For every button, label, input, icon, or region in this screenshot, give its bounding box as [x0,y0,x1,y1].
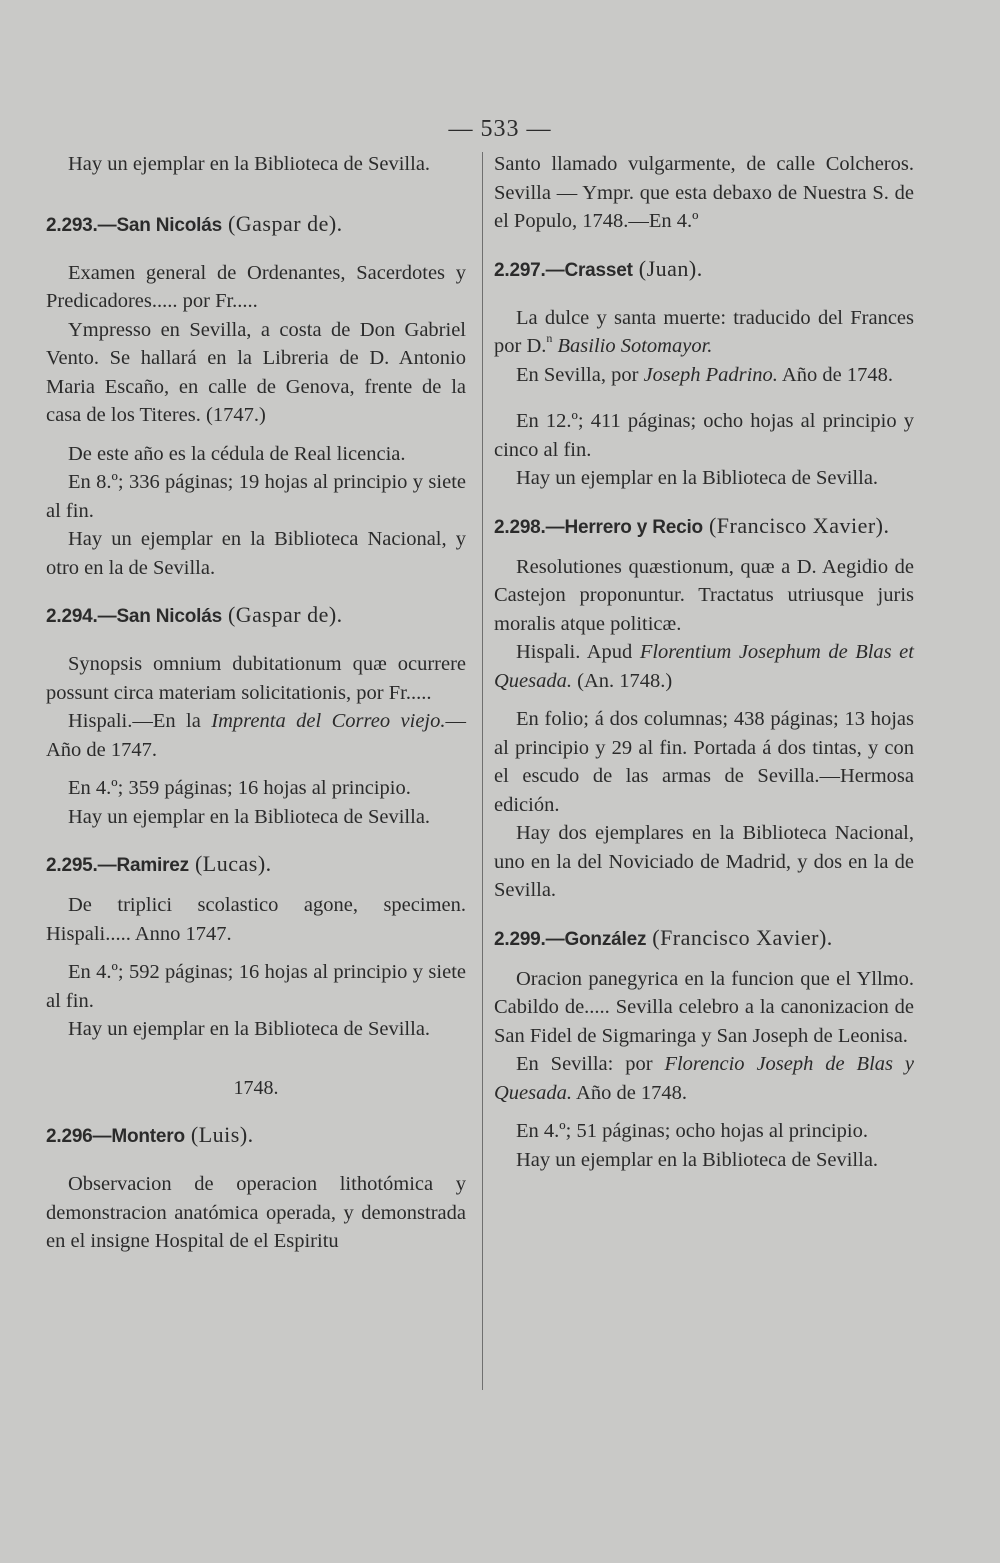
entry-author-given: (Luis). [184,1122,254,1147]
entry-author-given: (Gaspar de). [221,602,343,627]
entry-title: Resolutiones quæstionum, quæ a D. Aegidio de Castejon proponuntur. Tractatus utriusque juris moralis atque politicæ. [494,555,914,635]
entry-title: Observacion de operacion lithotómica y demonstracion anatómica operada, y demonstrada en el insigne Hospital de el Espiritu [46,1173,466,1252]
entry-holdings: Hay un ejemplar en la Biblioteca Nacional, y otro en la de Sevilla. [46,528,466,579]
entry-author: González [564,928,647,950]
page-number: — 533 — [448,116,552,142]
entry-collation: En 8.º; 336 páginas; 19 hojas al principio y siete al fin. [46,471,466,522]
entry-heading-2294 [46,600,466,632]
entry-heading-2299 [494,923,914,955]
entry-title: La dulce y santa muerte: traducido del Frances por D.$^n$ Basilio Sotomayor. [494,306,914,357]
left-column [46,150,466,1256]
entry-holdings: Hay un ejemplar en la Biblioteca de Sevilla. [68,1018,431,1040]
entry-collation: En 4.º; 51 páginas; ocho hojas al principio. [516,1120,868,1142]
entry-title: Examen general de Ordenantes, Sacerdotes y Predicadores..... por Fr..... [46,261,466,312]
entry-number: 2.295.— [46,855,117,876]
entry-number: 2.298.— [494,516,565,538]
entry-number: 2.293.— [46,214,117,236]
entry-title: Synopsis omnium dubitationum quæ ocurrere possunt circa materiam solicitationis, por Fr..... [46,653,466,704]
entry-author: San Nicolás [116,214,222,236]
entry-note: De este año es la cédula de Real licencia. [68,442,406,465]
entry-author-given: (Lucas). [188,851,272,876]
column-divider [482,152,483,1390]
entry-author-given: (Francisco Xavier). [702,512,890,538]
entry-author: Ramirez [116,855,189,876]
entry-holdings: Hay un ejemplar en la Biblioteca de Sevilla. [68,805,431,828]
entry-author: Montero [111,1126,185,1147]
entry-title: De triplici scolastico agone, specimen. Hispali..... Anno 1747. [46,894,466,945]
right-column [494,150,914,1174]
entry-author-given: (Francisco Xavier). [646,924,833,950]
entry-number: 2.294.— [46,606,117,627]
entry-imprint: En Sevilla, por Joseph Padrino. Año de 1748. [516,363,893,386]
text-holding-sevilla: Hay un ejemplar en la Biblioteca de Sevilla. [68,153,431,175]
entry-heading-2298 [494,511,914,543]
entry-collation: En 4.º; 592 páginas; 16 hojas al principio y siete al fin. [46,961,466,1012]
entry-title: Oracion panegyrica en la funcion que el Yllmo. Cabildo de..... Sevilla celebro a la canonizacion de San Fidel de Sigmaringa y San Joseph de Leonisa. [494,967,914,1047]
entry-collation: En 4.º; 359 páginas; 16 hojas al principio. [68,777,411,799]
entry-imprint: En Sevilla: por Florencio Joseph de Blas y Quesada. Año de 1748. [494,1053,914,1104]
entry-collation: En 12.º; 411 páginas; ocho hojas al principio y cinco al fin. [494,410,914,461]
entry-author-given: (Juan). [632,255,703,281]
entry-imprint: Hispali. Apud Florentium Josephum de Blas et Quesada. (An. 1748.) [494,641,914,692]
entry-number: 2.299.— [494,928,565,950]
entry-author: Herrero y Recio [564,516,703,538]
entry-author-given: (Gaspar de). [221,210,343,236]
entry-holdings: Hay un ejemplar en la Biblioteca de Sevilla. [516,1148,879,1171]
entry-holdings: Hay dos ejemplares en la Biblioteca Nacional, uno en la del Noviciado de Madrid, y dos en la de Sevilla. [494,822,914,901]
entry-heading-2296 [46,1120,466,1152]
entry-title-continued: Santo llamado vulgarmente, de calle Colcheros. Sevilla — Ympr. que esta debaxo de Nuestra S. de el Populo, 1748.—En 4.º [494,153,914,232]
entry-collation: En folio; á dos columnas; 438 páginas; 13 hojas al principio y 29 al fin. Portada á dos tintas, y con el escudo de las armas de Sevilla.—Hermosa edición. [494,708,914,816]
entry-number: 2.296— [46,1126,112,1147]
entry-heading-2293 [46,209,466,241]
entry-heading-2295 [46,849,466,881]
year-heading: 1748. [233,1076,279,1099]
entry-author: San Nicolás [116,606,222,627]
entry-imprint: Hispali.—En la Imprenta del Correo viejo.— Año de 1747. [46,710,466,761]
entry-heading-2297 [494,254,914,286]
entry-number: 2.297.— [494,259,565,281]
entry-holdings: Hay un ejemplar en la Biblioteca de Sevilla. [516,467,879,489]
entry-imprint: Ympresso en Sevilla, a costa de Don Gabriel Vento. Se hallará en la Libreria de D. Antonio Maria Escaño, en calle de Genova, frente de la casa de los Titeres. (1747.) [46,318,466,426]
entry-author: Crasset [564,259,633,281]
